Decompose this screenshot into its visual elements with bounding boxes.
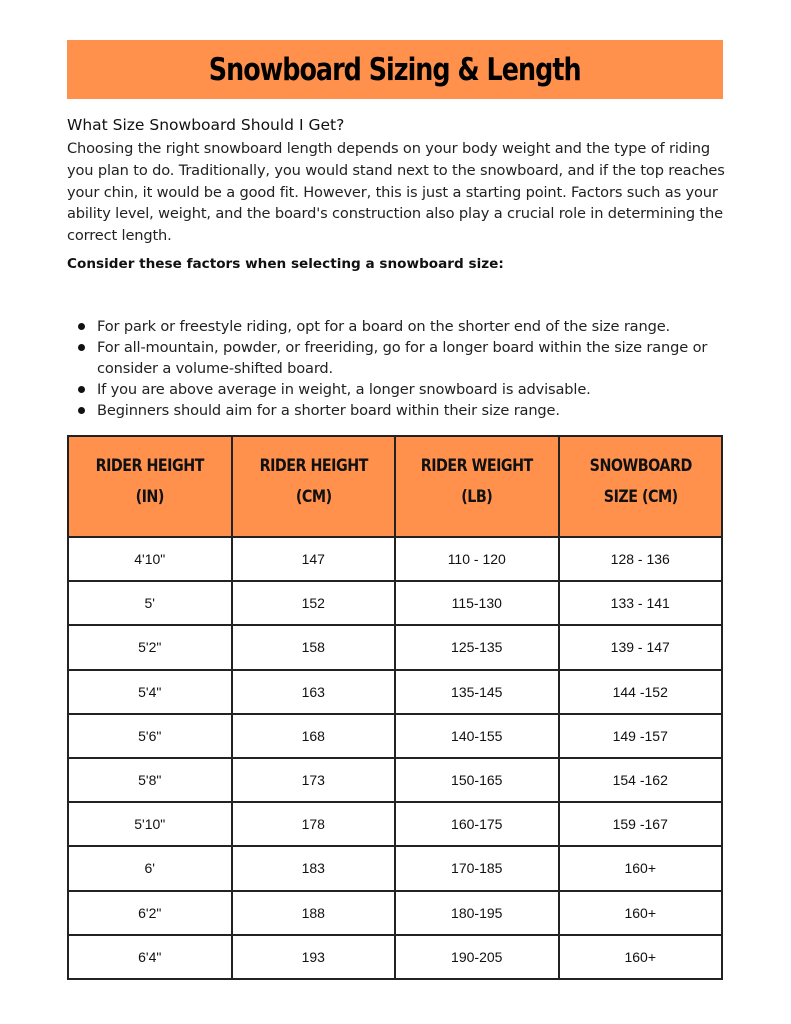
- column-header: RIDER WEIGHT (LB): [395, 436, 559, 537]
- table-cell: 5'8": [68, 758, 232, 802]
- table-row: [68, 714, 722, 758]
- table-row: [68, 758, 722, 802]
- title-banner: [67, 40, 723, 99]
- bullet-icon: [78, 344, 85, 351]
- list-item-text: Beginners should aim for a shorter board within their size range.: [97, 402, 560, 419]
- table-cell: 160+: [559, 846, 723, 890]
- table-row: [68, 802, 722, 846]
- table-cell: 173: [232, 758, 396, 802]
- list-item-text: If you are above average in weight, a longer snowboard is advisable.: [97, 381, 591, 398]
- table-row: [68, 625, 722, 669]
- list-item: [67, 379, 727, 400]
- table-row: [68, 670, 722, 714]
- subheading: What Size Snowboard Should I Get?: [67, 116, 345, 134]
- table-cell: 152: [232, 581, 396, 625]
- page-title: Snowboard Sizing & Length: [209, 51, 581, 88]
- table-cell: 4'10": [68, 537, 232, 581]
- table-row: [68, 581, 722, 625]
- table-cell: 5'10": [68, 802, 232, 846]
- table-cell: 183: [232, 846, 396, 890]
- table-cell: 5'2": [68, 625, 232, 669]
- list-item: [67, 400, 727, 421]
- column-header: RIDER HEIGHT (CM): [232, 436, 396, 537]
- factors-heading: Consider these factors when selecting a snowboard size:: [67, 256, 504, 272]
- list-item: [67, 337, 727, 379]
- column-header: SNOWBOARD SIZE (CM): [559, 436, 723, 537]
- table-header-row: [68, 436, 722, 537]
- table-cell: 170-185: [395, 846, 559, 890]
- factors-list: [67, 316, 727, 421]
- table-cell: 128 - 136: [559, 537, 723, 581]
- table-cell: 6'2": [68, 891, 232, 935]
- table-cell: 115-130: [395, 581, 559, 625]
- table-cell: 160-175: [395, 802, 559, 846]
- bullet-icon: [78, 407, 85, 414]
- table-cell: 160+: [559, 891, 723, 935]
- table-cell: 178: [232, 802, 396, 846]
- list-item-text: For park or freestyle riding, opt for a board on the shorter end of the size range.: [97, 318, 671, 335]
- column-header: RIDER HEIGHT (IN): [68, 436, 232, 537]
- table-row: [68, 846, 722, 890]
- table-cell: 150-165: [395, 758, 559, 802]
- table-cell: 193: [232, 935, 396, 979]
- table-row: [68, 537, 722, 581]
- table-cell: 5'6": [68, 714, 232, 758]
- intro-paragraph: Choosing the right snowboard length depends on your body weight and the type of riding you plan to do. Traditionally, you would stand next to the snowboard, and if the top reaches your chin, it would be a good fit. However, this is just a starting point. Factors such as your ability level, weight, and the board's construction also play a crucial role in determining the correct length.: [67, 140, 725, 245]
- table-cell: 140-155: [395, 714, 559, 758]
- table-cell: 110 - 120: [395, 537, 559, 581]
- table-body: [68, 537, 722, 979]
- table-cell: 5'4": [68, 670, 232, 714]
- table-cell: 149 -157: [559, 714, 723, 758]
- table-cell: 147: [232, 537, 396, 581]
- sizing-table: [67, 435, 723, 980]
- table-cell: 139 - 147: [559, 625, 723, 669]
- table-cell: 158: [232, 625, 396, 669]
- table-cell: 159 -167: [559, 802, 723, 846]
- table-cell: 154 -162: [559, 758, 723, 802]
- list-item-text: For all-mountain, powder, or freeriding, go for a longer board within the size range or consider a volume-shifted board.: [97, 339, 708, 377]
- table-cell: 190-205: [395, 935, 559, 979]
- table-cell: 144 -152: [559, 670, 723, 714]
- table-cell: 5': [68, 581, 232, 625]
- table-row: [68, 891, 722, 935]
- table-row: [68, 935, 722, 979]
- table-cell: 125-135: [395, 625, 559, 669]
- list-item: [67, 316, 727, 337]
- table-cell: 168: [232, 714, 396, 758]
- table-cell: 163: [232, 670, 396, 714]
- table-cell: 188: [232, 891, 396, 935]
- bullet-icon: [78, 386, 85, 393]
- table-cell: 6': [68, 846, 232, 890]
- bullet-icon: [78, 323, 85, 330]
- table-cell: 180-195: [395, 891, 559, 935]
- table-cell: 135-145: [395, 670, 559, 714]
- table-cell: 160+: [559, 935, 723, 979]
- table-cell: 6'4": [68, 935, 232, 979]
- table-cell: 133 - 141: [559, 581, 723, 625]
